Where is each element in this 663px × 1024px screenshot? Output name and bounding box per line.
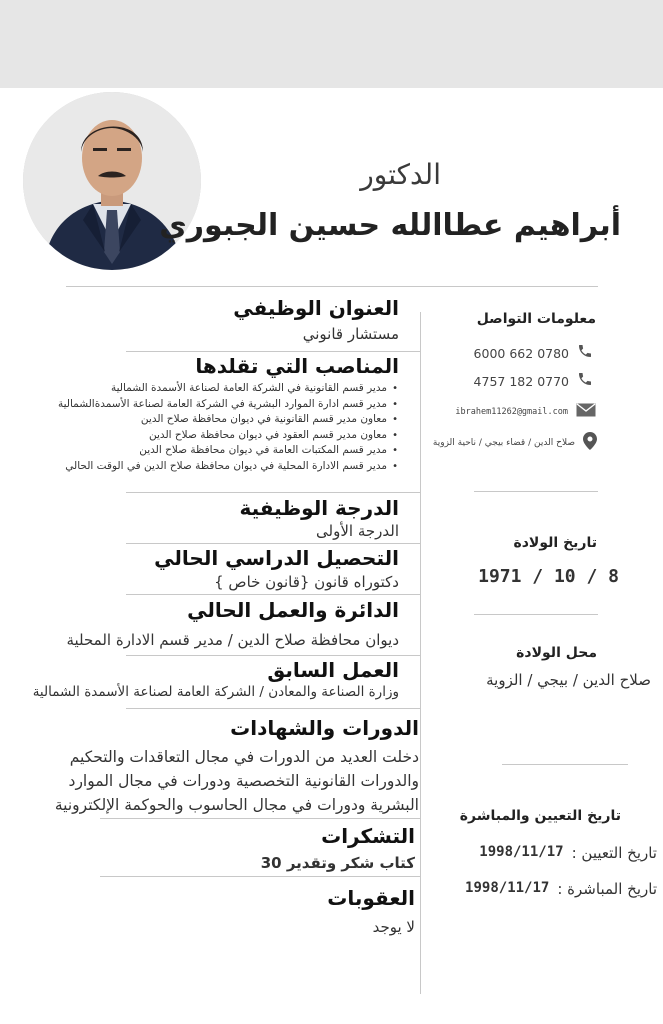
section-divider [126, 594, 420, 595]
section-divider [126, 492, 420, 493]
list-item: • مدير قسم ادارة الموارد البشرية في الشركة العامة لصناعة الأسمدةالشمالية [18, 397, 398, 413]
section-divider [100, 818, 420, 819]
appointment-heading: تاريخ التعيين والمباشرة [459, 808, 621, 824]
sidebar-divider [502, 764, 628, 765]
profile-photo [23, 92, 201, 270]
previous-work-value: وزارة الصناعة والمعادن / الشركة العامة لصناعة الأسمدة الشمالية [32, 684, 399, 700]
list-item: • مدير قسم الادارة المحلية في ديوان محافظة صلاح الدين في الوقت الحالي [18, 459, 398, 475]
appointment-row [479, 844, 657, 862]
email-row [455, 402, 596, 421]
current-work-value: ديوان محافظة صلاح الدين / مدير قسم الادارة المحلية [66, 631, 399, 649]
birth-place-value: صلاح الدين / بيجي / الزوية [486, 671, 651, 689]
courses-heading: الدورات والشهادات [230, 716, 419, 740]
section-divider [100, 876, 420, 877]
appointment-label: تاريخ التعيين : [571, 844, 657, 862]
grade-heading: الدرجة الوظيفية [239, 496, 399, 520]
list-item: • مدير قسم المكتبات العامة في ديوان محافظة صلاح الدين [18, 443, 398, 459]
job-title-value: مستشار قانوني [302, 325, 399, 343]
address: صلاح الدين / قضاء بيجي / ناحية الزوية [432, 438, 575, 448]
courses-line: البشرية ودورات في مجال الحاسوب والحوكمة الإلكترونية [54, 796, 419, 814]
previous-work-heading: العمل السابق [267, 658, 399, 682]
phone-icon [577, 371, 593, 391]
birth-place-heading: محل الولادة [516, 645, 597, 661]
phone-row [474, 343, 593, 363]
penalties-value: لا يوجد [372, 918, 415, 936]
thanks-heading: التشكرات [321, 824, 415, 848]
contact-heading: معلومات التواصل [476, 311, 596, 327]
section-divider [126, 708, 420, 709]
education-heading: التحصيل الدراسي الحالي [154, 546, 399, 570]
envelope-icon [576, 402, 596, 421]
thanks-value: كتاب شكر وتقدير 30 [260, 854, 415, 872]
section-divider [126, 655, 420, 656]
sidebar-divider [474, 614, 598, 615]
birth-date-heading: تاريخ الولادة [513, 535, 597, 551]
section-divider [126, 351, 420, 352]
start-label: تاريخ المباشرة : [557, 880, 657, 898]
positions-heading: المناصب التي تقلدها [195, 354, 399, 378]
education-value: دكتوراه قانون {قانون خاص } [214, 573, 399, 591]
positions-list [18, 381, 398, 475]
header-divider [66, 286, 598, 287]
list-item: • معاون مدير قسم العقود في ديوان محافظة صلاح الدين [18, 428, 398, 444]
section-divider [126, 543, 420, 544]
penalties-heading: العقوبات [327, 886, 415, 910]
appointment-date: 1998/11/17 [479, 844, 564, 860]
email-address[interactable]: ibrahem11262@gmail.com [455, 406, 568, 417]
phone-row [474, 371, 593, 391]
courses-line: والدورات القانونية التخصصية ودورات في مجال الموارد [68, 772, 419, 790]
list-item: • معاون مدير قسم القانونية في ديوان محافظة صلاح الدين [18, 412, 398, 428]
sidebar-divider [474, 491, 598, 492]
job-title-heading: العنوان الوظيفي [233, 296, 399, 320]
list-item: • مدير قسم القانونية في الشركة العامة لصناعة الأسمدة الشمالية [18, 381, 398, 397]
location-pin-icon [583, 432, 597, 454]
phone-number[interactable]: 0780 662 6000 [473, 345, 569, 361]
start-date: 1998/11/17 [465, 880, 550, 896]
top-band [0, 0, 663, 88]
phone-icon [577, 343, 593, 363]
grade-value: الدرجة الأولى [316, 522, 399, 540]
full-name: أبراهيم عطاالله حسين الجبوري [159, 208, 621, 243]
current-work-heading: الدائرة والعمل الحالي [187, 598, 399, 622]
start-row [465, 880, 657, 898]
title-prefix: الدكتور [360, 158, 441, 191]
birth-date-value: 1971 / 10 / 8 [478, 566, 619, 587]
courses-line: دخلت العديد من الدورات في مجال التعاقدات والتحكيم [69, 748, 419, 766]
column-divider [420, 312, 421, 994]
address-row [433, 432, 597, 454]
phone-number[interactable]: 0770 182 4757 [473, 373, 569, 389]
